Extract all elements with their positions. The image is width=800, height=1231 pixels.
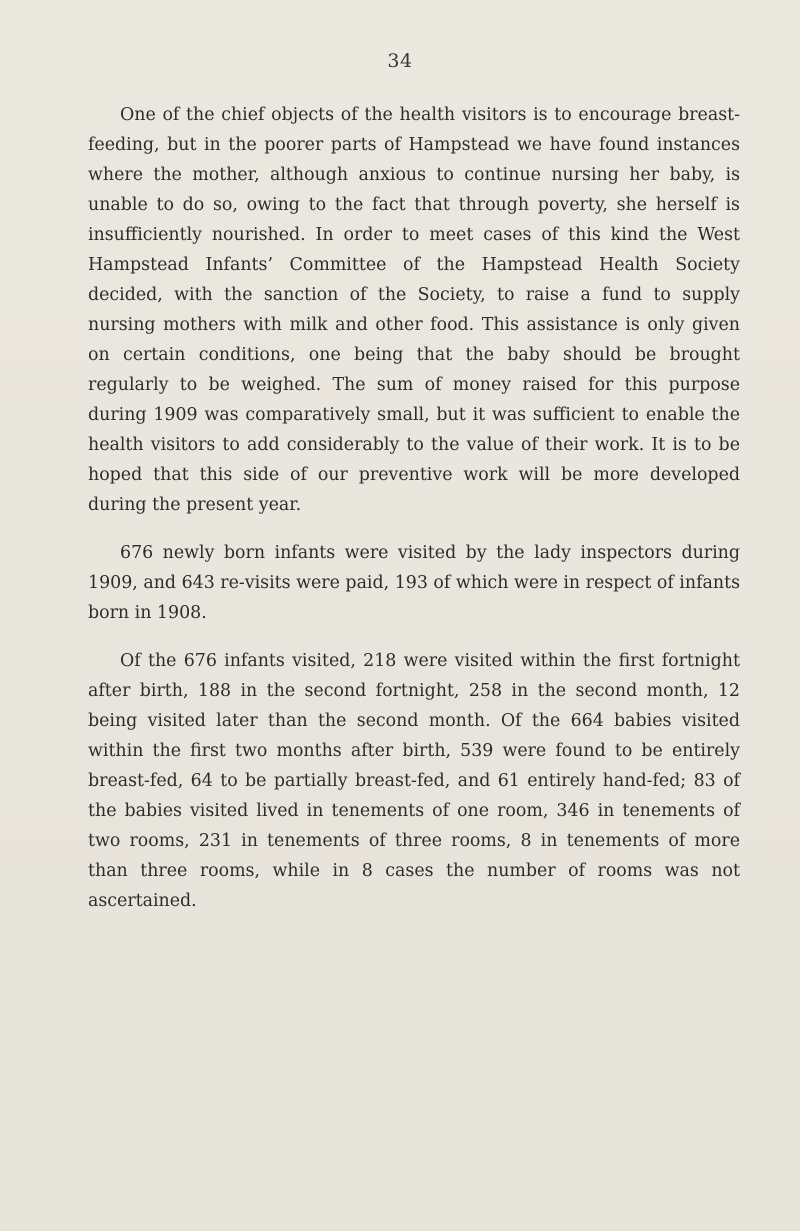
paragraph-infants-visited: 676 newly born infants were visited by the lady inspectors during 1909, and 643 re-visits were paid, 193 of which were in respect of infants born in 1908. [88,543,740,623]
page-number: 34 [387,50,413,72]
body-text [88,100,740,934]
paragraph-breast-feeding: One of the chief objects of the health visitors is to encourage breast-feeding, but in the poorer parts of Hampstead we have found instances where the mother, although anxious to continue nursing her baby, is unable to do so, owing to the fact that through poverty, she herself is insufficiently nourished. In order to meet cases of this kind the West Hampstead Infants’ Committee of the Hampstead Health Society decided, with the sanction of the Society, to raise a fund to supply nursing mothers with milk and other food. This assistance is only given on certain conditions, one being that the baby should be brought regularly to be weighed. The sum of money raised for this purpose during 1909 was comparatively small, but it was sufficient to enable the health visitors to add considerably to the value of their work. It is to be hoped that this side of our preventive work will be more developed during the present year. [88,105,740,515]
paragraph-visit-statistics: Of the 676 infants visited, 218 were visited within the first fortnight after birth, 188 in the second fortnight, 258 in the second month, 12 being visited later than the second month. Of the 664 babies visited within the first two months after birth, 539 were found to be entirely breast-fed, 64 to be partially breast-fed, and 61 entirely hand-fed; 83 of the babies visited lived in tenements of one room, 346 in tenements of two rooms, 231 in tenements of three rooms, 8 in tenements of more than three rooms, while in 8 cases the number of rooms was not ascertained. [88,651,740,911]
